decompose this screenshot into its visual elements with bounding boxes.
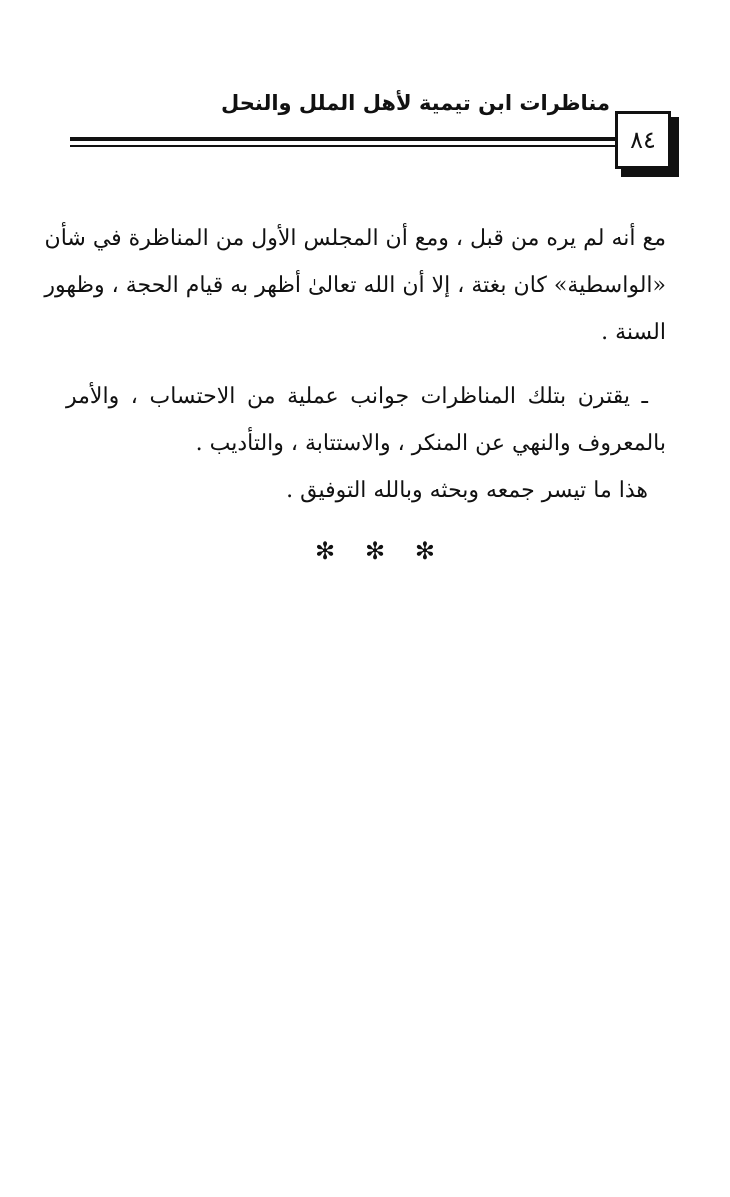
running-title: مناظرات ابن تيمية لأهل الملل والنحل — [221, 91, 610, 115]
header-rule-thin — [70, 145, 615, 147]
paragraph-2-line-2: بالمعروف والنهي عن المنكر ، والاستتابة ، والتأديب . — [195, 431, 666, 456]
paragraph-2-line-1: ـ يقترن بتلك المناظرات جوانب عملية من الاحتساب ، والأمر — [66, 384, 648, 409]
paragraph-1-line-3: السنة . — [601, 320, 666, 345]
body-text — [44, 215, 666, 514]
paragraph-1 — [44, 215, 666, 356]
section-end-ornament — [315, 531, 435, 571]
paragraph-3-line-1: هذا ما تيسر جمعه وبحثه وبالله التوفيق . — [286, 478, 648, 503]
paragraph-2 — [66, 373, 666, 467]
paragraph-1-line-1: مع أنه لم يره من قبل ، ومع أن المجلس الأول من المناظرة في شأن — [44, 226, 666, 251]
page-number-box — [615, 111, 679, 177]
ornament-star-1: ✻ — [315, 537, 336, 565]
ornament-star-2: ✻ — [364, 537, 386, 565]
paragraph-3 — [66, 467, 666, 514]
ornament-star-3: ✻ — [414, 537, 435, 565]
paragraph-gap — [66, 356, 666, 373]
paragraph-1-line-2: «الواسطية» كان بغتة ، إلا أن الله تعالىٰ أظهر به قيام الحجة ، وظهور — [44, 273, 666, 298]
page-number: ٨٤ — [630, 126, 656, 154]
header-rule-thick — [70, 137, 615, 141]
